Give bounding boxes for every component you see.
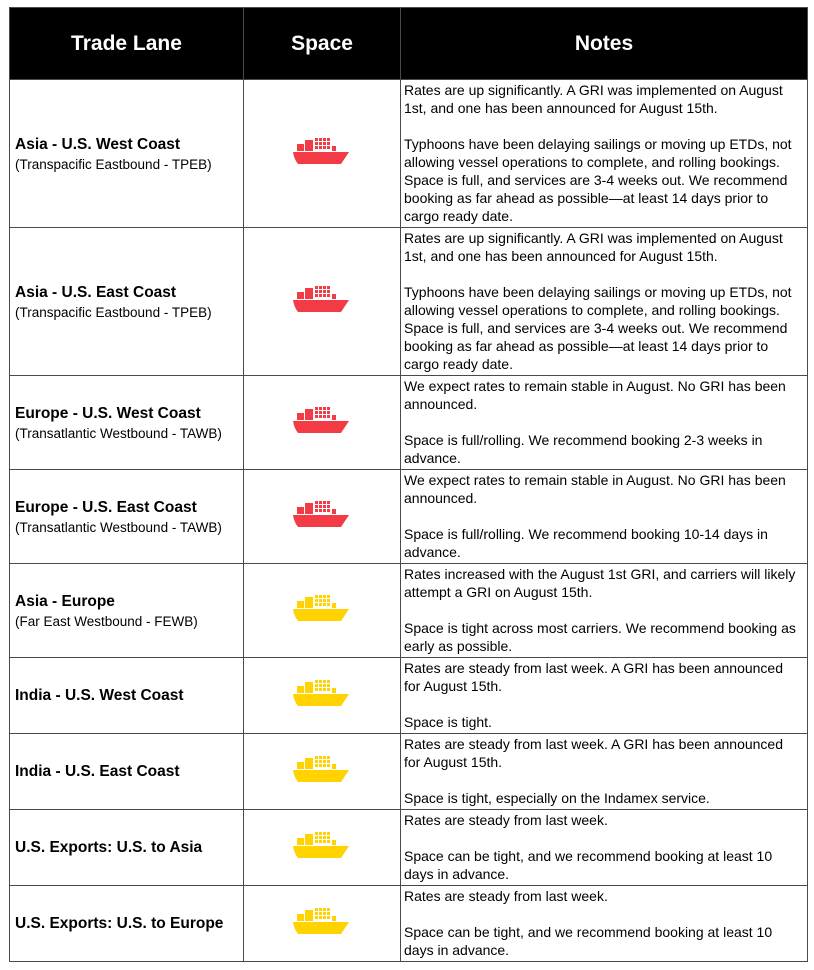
trade-lane-name: Asia - U.S. East Coast — [15, 283, 177, 301]
trade-lane-cell — [10, 658, 244, 734]
trade-lane-cell — [10, 734, 244, 810]
note-paragraph: Space can be tight, and we recommend booking at least 10 days in advance. — [404, 848, 773, 882]
table-row — [10, 734, 808, 810]
table-row — [10, 810, 808, 886]
trade-lane-cell — [10, 564, 244, 658]
space-cell — [244, 810, 401, 886]
header-trade-lane: Trade Lane — [10, 8, 244, 80]
trade-lane-subtitle: (Transpacific Eastbound - TPEB) — [15, 156, 212, 172]
trade-lane-subtitle: (Far East Westbound - FEWB) — [15, 613, 198, 629]
trade-lane-name: Asia - Europe — [15, 592, 115, 610]
space-cell — [244, 376, 401, 470]
note-paragraph: Space is tight. — [404, 714, 492, 730]
space-cell — [244, 658, 401, 734]
header-notes: Notes — [401, 8, 808, 80]
table-row — [10, 376, 808, 470]
note-paragraph: Space is full/rolling. We recommend booking 10-14 days in advance. — [404, 526, 768, 560]
header-space: Space — [244, 8, 401, 80]
space-cell — [244, 470, 401, 564]
table-row — [10, 80, 808, 228]
note-paragraph: Rates are steady from last week. A GRI has been announced for August 15th. — [404, 660, 783, 694]
container-ship-icon — [293, 594, 351, 622]
container-ship-icon — [293, 285, 351, 313]
notes-cell — [401, 810, 808, 886]
trade-lane-cell — [10, 376, 244, 470]
notes-cell — [401, 734, 808, 810]
trade-lane-subtitle: (Transatlantic Westbound - TAWB) — [15, 519, 222, 535]
note-paragraph: Rates increased with the August 1st GRI, and carriers will likely attempt a GRI on August 15th. — [404, 566, 796, 600]
note-paragraph: Rates are steady from last week. — [404, 812, 608, 828]
note-paragraph: Space can be tight, and we recommend booking at least 10 days in advance. — [404, 924, 773, 958]
trade-lane-table — [9, 7, 808, 962]
trade-lane-name: Europe - U.S. East Coast — [15, 498, 197, 516]
trade-lane-subtitle: (Transatlantic Westbound - TAWB) — [15, 425, 222, 441]
table-row — [10, 658, 808, 734]
notes-cell — [401, 228, 808, 376]
notes-cell — [401, 80, 808, 228]
note-paragraph: Rates are up significantly. A GRI was implemented on August 1st, and one has been announced for August 15th. — [404, 230, 783, 264]
note-paragraph: We expect rates to remain stable in August. No GRI has been announced. — [404, 472, 786, 506]
table-row — [10, 564, 808, 658]
table-row — [10, 470, 808, 564]
notes-cell — [401, 886, 808, 962]
trade-lane-name: Asia - U.S. West Coast — [15, 135, 181, 153]
note-paragraph: We expect rates to remain stable in August. No GRI has been announced. — [404, 378, 786, 412]
container-ship-icon — [293, 406, 351, 434]
note-paragraph: Typhoons have been delaying sailings or moving up ETDs, not allowing vessel operations to complete, and rolling bookings. Space is full, and services are 3-4 weeks out. We recommend booking as far ahead as possible—at least 14 days prior to cargo ready date. — [404, 284, 792, 372]
notes-cell — [401, 376, 808, 470]
table-row — [10, 228, 808, 376]
note-paragraph: Space is tight across most carriers. We recommend booking as early as possible. — [404, 620, 796, 654]
space-cell — [244, 734, 401, 810]
note-paragraph: Space is full/rolling. We recommend booking 2-3 weeks in advance. — [404, 432, 763, 466]
note-paragraph: Rates are steady from last week. — [404, 888, 608, 904]
trade-lane-cell — [10, 470, 244, 564]
container-ship-icon — [293, 137, 351, 165]
trade-lane-name: India - U.S. East Coast — [15, 763, 180, 780]
container-ship-icon — [293, 831, 351, 859]
trade-lane-name: U.S. Exports: U.S. to Europe — [15, 915, 224, 932]
space-cell — [244, 228, 401, 376]
note-paragraph: Typhoons have been delaying sailings or moving up ETDs, not allowing vessel operations to complete, and rolling bookings. Space is full, and services are 3-4 weeks out. We recommend booking as far ahead as possible—at least 14 days prior to cargo ready date. — [404, 136, 792, 224]
container-ship-icon — [293, 907, 351, 935]
note-paragraph: Space is tight, especially on the Indamex service. — [404, 790, 710, 806]
header-row — [10, 8, 808, 80]
trade-lane-cell — [10, 810, 244, 886]
trade-lane-name: India - U.S. West Coast — [15, 687, 184, 704]
note-paragraph: Rates are steady from last week. A GRI has been announced for August 15th. — [404, 736, 783, 770]
container-ship-icon — [293, 500, 351, 528]
trade-lane-cell — [10, 886, 244, 962]
trade-lane-name: Europe - U.S. West Coast — [15, 404, 201, 422]
space-cell — [244, 80, 401, 228]
container-ship-icon — [293, 679, 351, 707]
trade-lane-cell — [10, 228, 244, 376]
trade-lane-subtitle: (Transpacific Eastbound - TPEB) — [15, 304, 212, 320]
table-body — [10, 80, 808, 962]
notes-cell — [401, 658, 808, 734]
space-cell — [244, 564, 401, 658]
table-row — [10, 886, 808, 962]
notes-cell — [401, 564, 808, 658]
trade-lane-cell — [10, 80, 244, 228]
note-paragraph: Rates are up significantly. A GRI was implemented on August 1st, and one has been announced for August 15th. — [404, 82, 783, 116]
notes-cell — [401, 470, 808, 564]
space-cell — [244, 886, 401, 962]
trade-lane-name: U.S. Exports: U.S. to Asia — [15, 839, 203, 856]
container-ship-icon — [293, 755, 351, 783]
